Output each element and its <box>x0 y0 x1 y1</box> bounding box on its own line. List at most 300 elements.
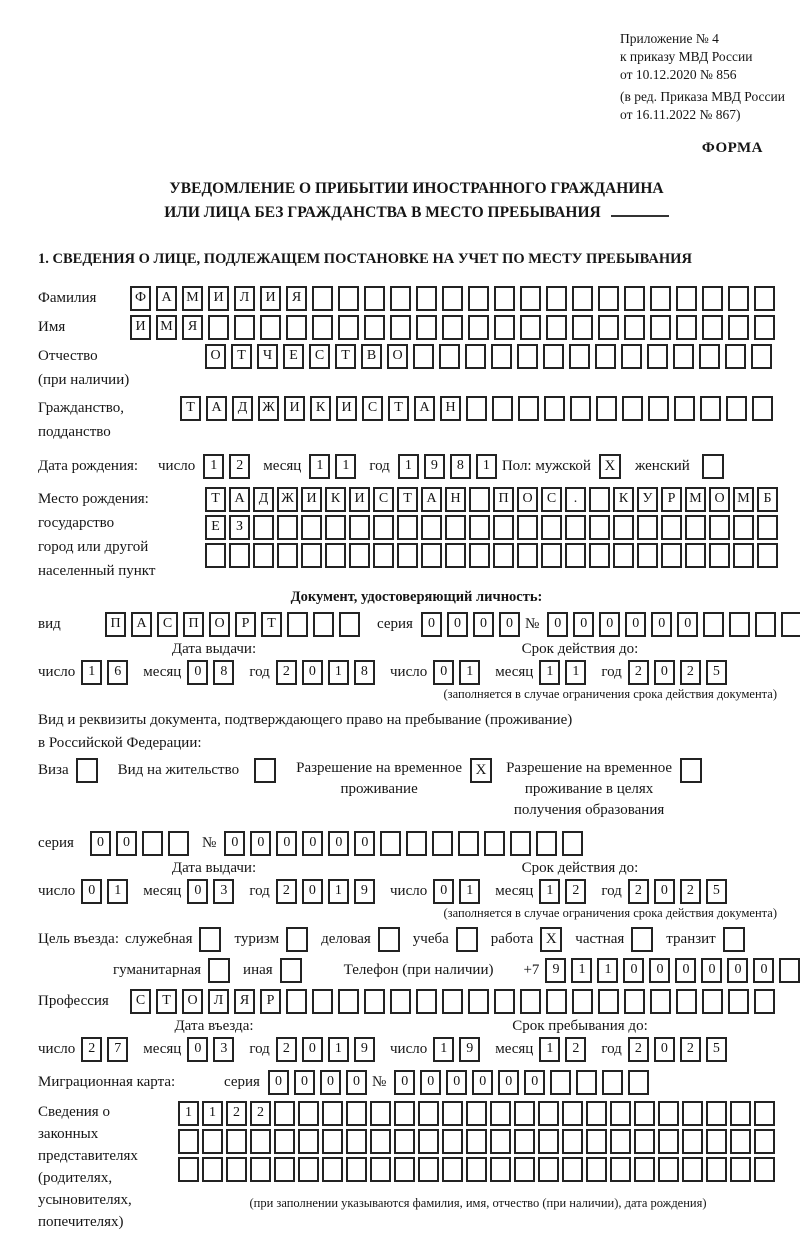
char-cell[interactable] <box>598 286 619 311</box>
char-cell[interactable] <box>576 1070 597 1095</box>
char-cell[interactable] <box>370 1129 391 1154</box>
char-cell[interactable] <box>226 1129 247 1154</box>
char-cell[interactable]: Р <box>235 612 256 637</box>
char-cell[interactable] <box>702 286 723 311</box>
char-cell[interactable] <box>416 286 437 311</box>
char-cell[interactable] <box>178 1129 199 1154</box>
char-cell[interactable]: 0 <box>498 1070 519 1095</box>
char-cell[interactable] <box>541 543 562 568</box>
char-cell[interactable]: 0 <box>524 1070 545 1095</box>
checkbox-sex-male[interactable]: X <box>599 454 621 479</box>
char-cell[interactable] <box>610 1101 631 1126</box>
char-cell[interactable]: К <box>613 487 634 512</box>
char-cell[interactable] <box>610 1129 631 1154</box>
char-cell[interactable]: 0 <box>187 1037 208 1062</box>
char-cell[interactable] <box>637 543 658 568</box>
char-cell[interactable] <box>562 1101 583 1126</box>
char-cell[interactable] <box>562 831 583 856</box>
char-cell[interactable] <box>589 515 610 540</box>
char-cell[interactable] <box>676 286 697 311</box>
char-cell[interactable] <box>338 315 359 340</box>
char-cell[interactable]: 1 <box>328 660 349 685</box>
char-cell[interactable] <box>562 1157 583 1182</box>
char-cell[interactable]: 0 <box>302 879 323 904</box>
char-cell[interactable] <box>390 315 411 340</box>
char-cell[interactable] <box>650 315 671 340</box>
char-cell[interactable] <box>685 515 706 540</box>
char-cell[interactable] <box>202 1157 223 1182</box>
char-cell[interactable]: Р <box>260 989 281 1014</box>
char-cell[interactable]: Т <box>205 487 226 512</box>
char-cell[interactable] <box>730 1129 751 1154</box>
char-cell[interactable] <box>442 989 463 1014</box>
char-cell[interactable] <box>682 1157 703 1182</box>
char-cell[interactable]: 0 <box>651 612 672 637</box>
char-cell[interactable]: Н <box>445 487 466 512</box>
char-cell[interactable] <box>322 1129 343 1154</box>
char-cell[interactable] <box>397 515 418 540</box>
char-cell[interactable] <box>229 543 250 568</box>
char-cell[interactable]: 0 <box>320 1070 341 1095</box>
char-cell[interactable]: М <box>733 487 754 512</box>
char-cell[interactable]: И <box>349 487 370 512</box>
char-cell[interactable]: 1 <box>539 660 560 685</box>
char-cell[interactable] <box>493 515 514 540</box>
char-cell[interactable]: 0 <box>302 831 323 856</box>
char-cell[interactable] <box>676 989 697 1014</box>
char-cell[interactable] <box>312 315 333 340</box>
char-cell[interactable] <box>418 1157 439 1182</box>
char-cell[interactable]: И <box>301 487 322 512</box>
char-cell[interactable]: О <box>387 344 408 369</box>
char-cell[interactable]: З <box>229 515 250 540</box>
char-cell[interactable] <box>250 1129 271 1154</box>
char-cell[interactable] <box>416 989 437 1014</box>
char-cell[interactable]: П <box>183 612 204 637</box>
char-cell[interactable] <box>178 1157 199 1182</box>
char-cell[interactable] <box>658 1129 679 1154</box>
char-cell[interactable]: Я <box>234 989 255 1014</box>
char-cell[interactable] <box>421 543 442 568</box>
char-cell[interactable] <box>598 315 619 340</box>
char-cell[interactable] <box>339 612 360 637</box>
char-cell[interactable] <box>298 1129 319 1154</box>
char-cell[interactable]: 5 <box>706 879 727 904</box>
char-cell[interactable] <box>468 315 489 340</box>
char-cell[interactable] <box>338 989 359 1014</box>
char-cell[interactable]: 9 <box>459 1037 480 1062</box>
char-cell[interactable] <box>202 1129 223 1154</box>
char-cell[interactable] <box>325 515 346 540</box>
char-cell[interactable] <box>312 989 333 1014</box>
char-cell[interactable] <box>634 1101 655 1126</box>
char-cell[interactable] <box>445 543 466 568</box>
char-cell[interactable] <box>628 1070 649 1095</box>
char-cell[interactable]: Ж <box>277 487 298 512</box>
char-cell[interactable]: 0 <box>599 612 620 637</box>
char-cell[interactable] <box>757 543 778 568</box>
checkbox-temp-residence-edu[interactable] <box>680 758 702 783</box>
char-cell[interactable]: И <box>208 286 229 311</box>
char-cell[interactable]: М <box>685 487 706 512</box>
char-cell[interactable]: С <box>157 612 178 637</box>
char-cell[interactable] <box>658 1157 679 1182</box>
char-cell[interactable] <box>565 543 586 568</box>
char-cell[interactable] <box>520 315 541 340</box>
char-cell[interactable]: 0 <box>224 831 245 856</box>
char-cell[interactable] <box>536 831 557 856</box>
char-cell[interactable] <box>432 831 453 856</box>
char-cell[interactable]: 0 <box>421 612 442 637</box>
char-cell[interactable] <box>518 396 539 421</box>
char-cell[interactable] <box>466 1101 487 1126</box>
char-cell[interactable]: С <box>362 396 383 421</box>
char-cell[interactable] <box>394 1101 415 1126</box>
char-cell[interactable]: 0 <box>302 660 323 685</box>
char-cell[interactable]: И <box>260 286 281 311</box>
char-cell[interactable] <box>572 989 593 1014</box>
char-cell[interactable] <box>754 1101 775 1126</box>
char-cell[interactable]: Т <box>180 396 201 421</box>
char-cell[interactable] <box>779 958 800 983</box>
char-cell[interactable] <box>322 1101 343 1126</box>
char-cell[interactable] <box>674 396 695 421</box>
char-cell[interactable] <box>624 989 645 1014</box>
char-cell[interactable] <box>442 1101 463 1126</box>
char-cell[interactable] <box>277 515 298 540</box>
char-cell[interactable] <box>442 1157 463 1182</box>
char-cell[interactable]: Т <box>156 989 177 1014</box>
char-cell[interactable] <box>208 315 229 340</box>
char-cell[interactable] <box>142 831 163 856</box>
char-cell[interactable]: 0 <box>675 958 696 983</box>
char-cell[interactable]: 0 <box>446 1070 467 1095</box>
char-cell[interactable] <box>370 1157 391 1182</box>
char-cell[interactable] <box>469 487 490 512</box>
char-cell[interactable]: 0 <box>433 660 454 685</box>
char-cell[interactable] <box>445 515 466 540</box>
char-cell[interactable] <box>490 1157 511 1182</box>
char-cell[interactable]: 2 <box>628 1037 649 1062</box>
char-cell[interactable] <box>650 286 671 311</box>
char-cell[interactable] <box>373 515 394 540</box>
char-cell[interactable] <box>544 396 565 421</box>
char-cell[interactable]: С <box>373 487 394 512</box>
char-cell[interactable]: 2 <box>628 660 649 685</box>
char-cell[interactable]: 0 <box>394 1070 415 1095</box>
char-cell[interactable] <box>442 1129 463 1154</box>
char-cell[interactable] <box>494 315 515 340</box>
char-cell[interactable] <box>624 315 645 340</box>
char-cell[interactable]: И <box>130 315 151 340</box>
char-cell[interactable] <box>661 515 682 540</box>
char-cell[interactable] <box>517 344 538 369</box>
char-cell[interactable]: 1 <box>328 879 349 904</box>
char-cell[interactable] <box>517 515 538 540</box>
char-cell[interactable] <box>648 396 669 421</box>
char-cell[interactable] <box>397 543 418 568</box>
char-cell[interactable] <box>442 315 463 340</box>
char-cell[interactable] <box>484 831 505 856</box>
char-cell[interactable] <box>274 1101 295 1126</box>
char-cell[interactable]: Ч <box>257 344 278 369</box>
char-cell[interactable] <box>287 612 308 637</box>
char-cell[interactable] <box>514 1129 535 1154</box>
char-cell[interactable]: 1 <box>597 958 618 983</box>
char-cell[interactable]: Я <box>182 315 203 340</box>
char-cell[interactable]: А <box>229 487 250 512</box>
char-cell[interactable] <box>491 344 512 369</box>
char-cell[interactable]: Д <box>232 396 253 421</box>
char-cell[interactable] <box>312 286 333 311</box>
char-cell[interactable]: 0 <box>473 612 494 637</box>
char-cell[interactable]: Ж <box>258 396 279 421</box>
checkbox-purpose-business[interactable] <box>378 927 400 952</box>
char-cell[interactable] <box>682 1129 703 1154</box>
char-cell[interactable]: В <box>361 344 382 369</box>
checkbox-purpose-other[interactable] <box>280 958 302 983</box>
char-cell[interactable]: О <box>205 344 226 369</box>
char-cell[interactable]: 0 <box>268 1070 289 1095</box>
char-cell[interactable]: 0 <box>499 612 520 637</box>
char-cell[interactable]: 2 <box>680 660 701 685</box>
char-cell[interactable] <box>493 543 514 568</box>
char-cell[interactable]: 0 <box>90 831 111 856</box>
char-cell[interactable] <box>702 315 723 340</box>
char-cell[interactable] <box>286 315 307 340</box>
char-cell[interactable]: 1 <box>459 879 480 904</box>
char-cell[interactable] <box>751 344 772 369</box>
char-cell[interactable] <box>373 543 394 568</box>
char-cell[interactable]: 0 <box>294 1070 315 1095</box>
char-cell[interactable]: 2 <box>250 1101 271 1126</box>
char-cell[interactable] <box>730 1101 751 1126</box>
char-cell[interactable]: Я <box>286 286 307 311</box>
char-cell[interactable] <box>624 286 645 311</box>
char-cell[interactable]: 0 <box>420 1070 441 1095</box>
char-cell[interactable] <box>274 1129 295 1154</box>
char-cell[interactable]: 3 <box>213 1037 234 1062</box>
char-cell[interactable]: 0 <box>447 612 468 637</box>
checkbox-residence-permit[interactable] <box>254 758 276 783</box>
char-cell[interactable] <box>253 543 274 568</box>
char-cell[interactable] <box>602 1070 623 1095</box>
char-cell[interactable]: О <box>709 487 730 512</box>
char-cell[interactable]: 0 <box>187 660 208 685</box>
char-cell[interactable]: 0 <box>625 612 646 637</box>
char-cell[interactable] <box>514 1101 535 1126</box>
char-cell[interactable]: 9 <box>354 879 375 904</box>
char-cell[interactable] <box>439 344 460 369</box>
char-cell[interactable]: 2 <box>565 1037 586 1062</box>
char-cell[interactable]: 0 <box>187 879 208 904</box>
char-cell[interactable]: 0 <box>346 1070 367 1095</box>
char-cell[interactable]: 0 <box>677 612 698 637</box>
char-cell[interactable] <box>338 286 359 311</box>
char-cell[interactable] <box>754 1129 775 1154</box>
char-cell[interactable] <box>706 1129 727 1154</box>
char-cell[interactable]: 0 <box>753 958 774 983</box>
char-cell[interactable] <box>570 396 591 421</box>
char-cell[interactable]: 0 <box>727 958 748 983</box>
char-cell[interactable] <box>543 344 564 369</box>
char-cell[interactable] <box>754 286 775 311</box>
char-cell[interactable] <box>621 344 642 369</box>
char-cell[interactable] <box>596 396 617 421</box>
char-cell[interactable]: 0 <box>81 879 102 904</box>
checkbox-visa[interactable] <box>76 758 98 783</box>
checkbox-purpose-humanitarian[interactable] <box>208 958 230 983</box>
char-cell[interactable]: Е <box>283 344 304 369</box>
char-cell[interactable] <box>421 515 442 540</box>
char-cell[interactable] <box>465 344 486 369</box>
char-cell[interactable] <box>168 831 189 856</box>
char-cell[interactable] <box>586 1101 607 1126</box>
char-cell[interactable]: Т <box>261 612 282 637</box>
char-cell[interactable]: 0 <box>654 1037 675 1062</box>
char-cell[interactable] <box>234 315 255 340</box>
char-cell[interactable]: 1 <box>459 660 480 685</box>
char-cell[interactable]: 2 <box>276 660 297 685</box>
char-cell[interactable]: 8 <box>450 454 471 479</box>
char-cell[interactable] <box>725 344 746 369</box>
char-cell[interactable]: 0 <box>276 831 297 856</box>
char-cell[interactable] <box>728 989 749 1014</box>
char-cell[interactable] <box>622 396 643 421</box>
char-cell[interactable] <box>589 543 610 568</box>
char-cell[interactable]: А <box>421 487 442 512</box>
checkbox-purpose-work[interactable]: X <box>540 927 562 952</box>
char-cell[interactable]: . <box>565 487 586 512</box>
char-cell[interactable] <box>729 612 750 637</box>
char-cell[interactable] <box>413 344 434 369</box>
char-cell[interactable] <box>313 612 334 637</box>
char-cell[interactable]: 2 <box>680 879 701 904</box>
char-cell[interactable] <box>754 315 775 340</box>
char-cell[interactable] <box>205 543 226 568</box>
char-cell[interactable] <box>364 315 385 340</box>
char-cell[interactable]: 1 <box>335 454 356 479</box>
char-cell[interactable] <box>726 396 747 421</box>
char-cell[interactable]: И <box>336 396 357 421</box>
char-cell[interactable]: 0 <box>573 612 594 637</box>
char-cell[interactable] <box>390 286 411 311</box>
char-cell[interactable] <box>565 515 586 540</box>
char-cell[interactable]: 0 <box>472 1070 493 1095</box>
char-cell[interactable] <box>546 989 567 1014</box>
char-cell[interactable] <box>538 1157 559 1182</box>
char-cell[interactable] <box>260 315 281 340</box>
char-cell[interactable] <box>274 1157 295 1182</box>
char-cell[interactable] <box>637 515 658 540</box>
char-cell[interactable]: 1 <box>309 454 330 479</box>
char-cell[interactable] <box>728 286 749 311</box>
char-cell[interactable] <box>520 286 541 311</box>
char-cell[interactable] <box>706 1101 727 1126</box>
char-cell[interactable] <box>406 831 427 856</box>
char-cell[interactable]: Е <box>205 515 226 540</box>
char-cell[interactable] <box>253 515 274 540</box>
checkbox-purpose-tourism[interactable] <box>286 927 308 952</box>
char-cell[interactable]: 8 <box>354 660 375 685</box>
char-cell[interactable]: 1 <box>433 1037 454 1062</box>
char-cell[interactable] <box>754 1157 775 1182</box>
char-cell[interactable]: 5 <box>706 1037 727 1062</box>
char-cell[interactable] <box>468 989 489 1014</box>
char-cell[interactable] <box>754 989 775 1014</box>
char-cell[interactable] <box>301 543 322 568</box>
char-cell[interactable] <box>650 989 671 1014</box>
char-cell[interactable]: 0 <box>547 612 568 637</box>
char-cell[interactable]: П <box>105 612 126 637</box>
char-cell[interactable] <box>418 1129 439 1154</box>
char-cell[interactable] <box>706 1157 727 1182</box>
char-cell[interactable] <box>538 1129 559 1154</box>
char-cell[interactable]: П <box>493 487 514 512</box>
char-cell[interactable] <box>562 1129 583 1154</box>
char-cell[interactable] <box>494 989 515 1014</box>
char-cell[interactable] <box>364 989 385 1014</box>
char-cell[interactable] <box>685 543 706 568</box>
char-cell[interactable]: 0 <box>701 958 722 983</box>
char-cell[interactable] <box>709 515 730 540</box>
char-cell[interactable]: Т <box>397 487 418 512</box>
char-cell[interactable]: 1 <box>203 454 224 479</box>
char-cell[interactable]: 8 <box>213 660 234 685</box>
char-cell[interactable] <box>364 286 385 311</box>
char-cell[interactable] <box>546 286 567 311</box>
char-cell[interactable] <box>586 1157 607 1182</box>
char-cell[interactable]: 0 <box>623 958 644 983</box>
char-cell[interactable]: 1 <box>565 660 586 685</box>
char-cell[interactable]: 7 <box>107 1037 128 1062</box>
char-cell[interactable] <box>703 612 724 637</box>
char-cell[interactable]: 6 <box>107 660 128 685</box>
char-cell[interactable] <box>346 1101 367 1126</box>
char-cell[interactable]: Т <box>388 396 409 421</box>
char-cell[interactable] <box>468 286 489 311</box>
char-cell[interactable]: А <box>414 396 435 421</box>
char-cell[interactable]: М <box>182 286 203 311</box>
char-cell[interactable] <box>728 315 749 340</box>
char-cell[interactable]: 5 <box>706 660 727 685</box>
char-cell[interactable] <box>634 1129 655 1154</box>
char-cell[interactable] <box>752 396 773 421</box>
char-cell[interactable]: 1 <box>539 1037 560 1062</box>
char-cell[interactable]: О <box>182 989 203 1014</box>
char-cell[interactable] <box>598 989 619 1014</box>
char-cell[interactable]: 0 <box>302 1037 323 1062</box>
char-cell[interactable]: 2 <box>276 879 297 904</box>
char-cell[interactable] <box>733 543 754 568</box>
char-cell[interactable] <box>349 515 370 540</box>
char-cell[interactable]: 9 <box>545 958 566 983</box>
char-cell[interactable]: 1 <box>202 1101 223 1126</box>
char-cell[interactable]: И <box>284 396 305 421</box>
char-cell[interactable]: О <box>209 612 230 637</box>
char-cell[interactable]: 2 <box>81 1037 102 1062</box>
char-cell[interactable] <box>346 1129 367 1154</box>
checkbox-sex-female[interactable] <box>702 454 724 479</box>
char-cell[interactable] <box>613 515 634 540</box>
char-cell[interactable]: 9 <box>424 454 445 479</box>
char-cell[interactable] <box>298 1157 319 1182</box>
char-cell[interactable] <box>730 1157 751 1182</box>
char-cell[interactable]: 2 <box>229 454 250 479</box>
char-cell[interactable]: Т <box>335 344 356 369</box>
char-cell[interactable]: 1 <box>539 879 560 904</box>
char-cell[interactable] <box>781 612 800 637</box>
